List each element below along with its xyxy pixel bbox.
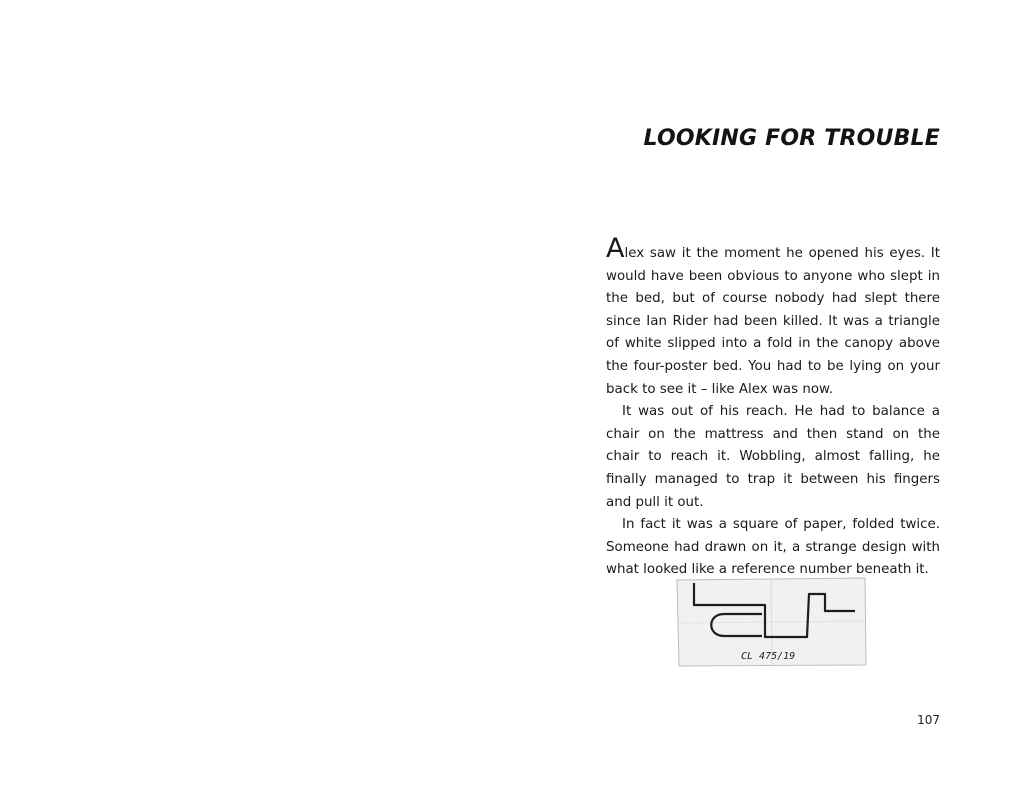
paragraph-2: It was out of his reach. He had to balance a chair on the mattress and then stand on the chair to reach it. Wobbling, almost falling, he finally managed to trap it between his fingers and pull it out.: [606, 404, 940, 510]
reference-number: CL 475/19: [741, 651, 796, 662]
paper-drawing-svg: [675, 577, 867, 667]
chapter-body: [606, 233, 940, 582]
page-number: 107: [917, 713, 940, 727]
paragraph-1: [606, 233, 940, 401]
paragraph-1-text: lex saw it the moment he opened his eyes. It would have been obvious to anyone who slept in the bed, but of course nobody had slept there since Ian Rider had been killed. It was a triangle of white slipped into a fold in the canopy above the four-poster bed. You had to be lying on your back to see it – like Alex was now.: [606, 246, 940, 397]
paper-drawing-illustration: [675, 577, 867, 667]
drop-cap: A: [606, 233, 625, 264]
right-page: [512, 0, 1024, 786]
paragraph-3: In fact it was a square of paper, folded twice. Someone had drawn on it, a strange design with what looked like a reference number beneath it.: [606, 517, 940, 578]
chapter-title: LOOKING FOR TROUBLE: [643, 126, 940, 151]
